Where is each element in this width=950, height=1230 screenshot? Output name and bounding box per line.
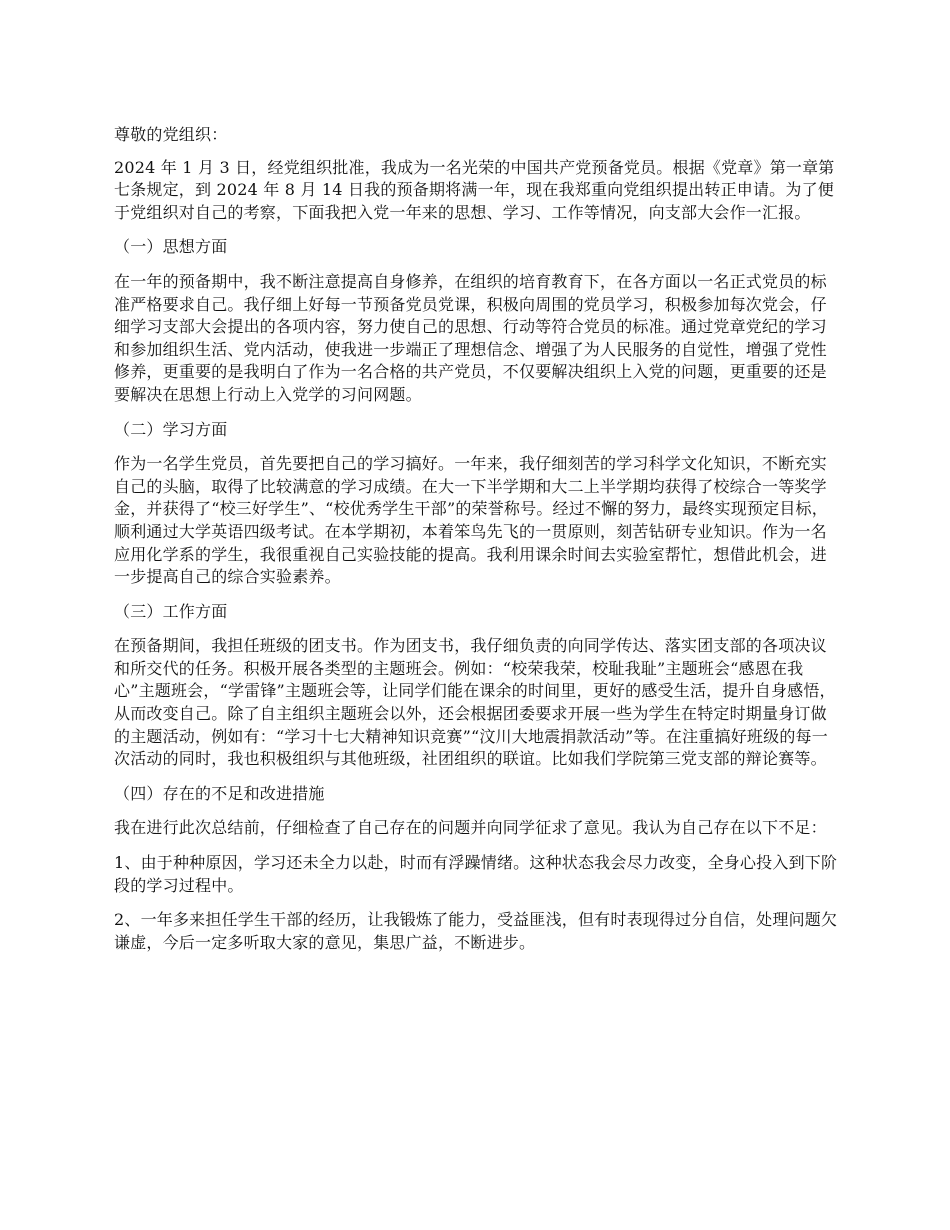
section-heading-thought: （一）思想方面 — [114, 237, 228, 257]
salutation: 尊敬的党组织： — [114, 125, 228, 144]
list-item: 2、一年多来担任学生干部的经历，让我锻炼了能力，受益匪浅，但有时表现得过分自信，处理问题欠谦虚，今后一定多听取大家的意见，集思广益，不断进步。 — [114, 910, 838, 952]
section-heading-work: （三）工作方面 — [114, 601, 228, 621]
list-item: 1、由于种种原因，学习还未全力以赴，时而有浮躁情绪。这种状态我会尽力改变，全身心投入到下阶段的学习过程中。 — [114, 853, 838, 895]
intro-paragraph: 2024 年 1 月 3 日，经党组织批准，我成为一名光荣的中国共产党预备党员。根据《党章》第一章第七条规定，到 2024 年 8 月 14 日我的预备期将满一年，现在我郑重向党组织提出转正申请。为了便于党组织对自己的考察，下面我把入党一年来的思想、学习、工作等情况，向支部大会作一汇报。 — [114, 157, 835, 222]
document-body — [114, 124, 840, 966]
section-text-study: 作为一名学生党员，首先要把自己的学习搞好。一年来，我仔细刻苦的学习科学文化知识，不断充实自己的头脑，取得了比较满意的学习成绩。在大一下半学期和大二上半学期均获得了校综合一等奖学金，并获得了“校三好学生”、“校优秀学生干部”的荣誉称号。经过不懈的努力，最终实现预定目标，顺利通过大学英语四级考试。在本学期初，本着笨鸟先飞的一贯原则，刻苦钻研专业知识。作为一名应用化学系的学生，我很重视自己实验技能的提高。我利用课余时间去实验室帮忙，想借此机会，进一步提高自己的综合实验素养。 — [114, 454, 828, 587]
section-heading-shortcomings: （四）存在的不足和改进措施 — [114, 783, 325, 803]
section-text-shortcomings: 我在进行此次总结前，仔细检查了自己存在的问题并向同学征求了意见。我认为自己存在以下不足： — [114, 818, 827, 838]
section-text-thought: 在一年的预备期中，我不断注意提高自身修养，在组织的培育教育下，在各方面以一名正式党员的标准严格要求自己。我仔细上好每一节预备党员党课，积极向周围的党员学习，积极参加每次党会，仔细学习支部大会提出的各项内容，努力使自己的思想、行动等符合党员的标准。通过党章党纪的学习和参加组织生活、党内活动，使我进一步端正了理想信念、增强了为人民服务的自觉性，增强了党性修养，更重要的是我明白了作为一名合格的共产党员，不仅要解决组织上入党的问题，更重要的还是要解决在思想上行动上入党学的习问网题。 — [114, 271, 827, 404]
section-heading-study: （二）学习方面 — [114, 419, 228, 439]
section-text-work: 在预备期间，我担任班级的团支书。作为团支书，我仔细负责的向同学传达、落实团支部的各项决议和所交代的任务。积极开展各类型的主题班会。例如：“校荣我荣，校耻我耻”主题班会“感恩在我心”主题班会，“学雷锋”主题班会等，让同学们能在课余的时间里，更好的感受生活，提升自身感悟，从而改变自己。除了自主组织主题班会以外，还会根据团委要求开展一些为学生在特定时期量身订做的主题活动，例如有：“学习十七大精神知识竞赛”“汶川大地震捐款活动”等。在注重搞好班级的每一次活动的同时，我也积极组织与其他班级，社团组织的联谊。比如我们学院第三党支部的辩论赛等。 — [114, 636, 836, 769]
